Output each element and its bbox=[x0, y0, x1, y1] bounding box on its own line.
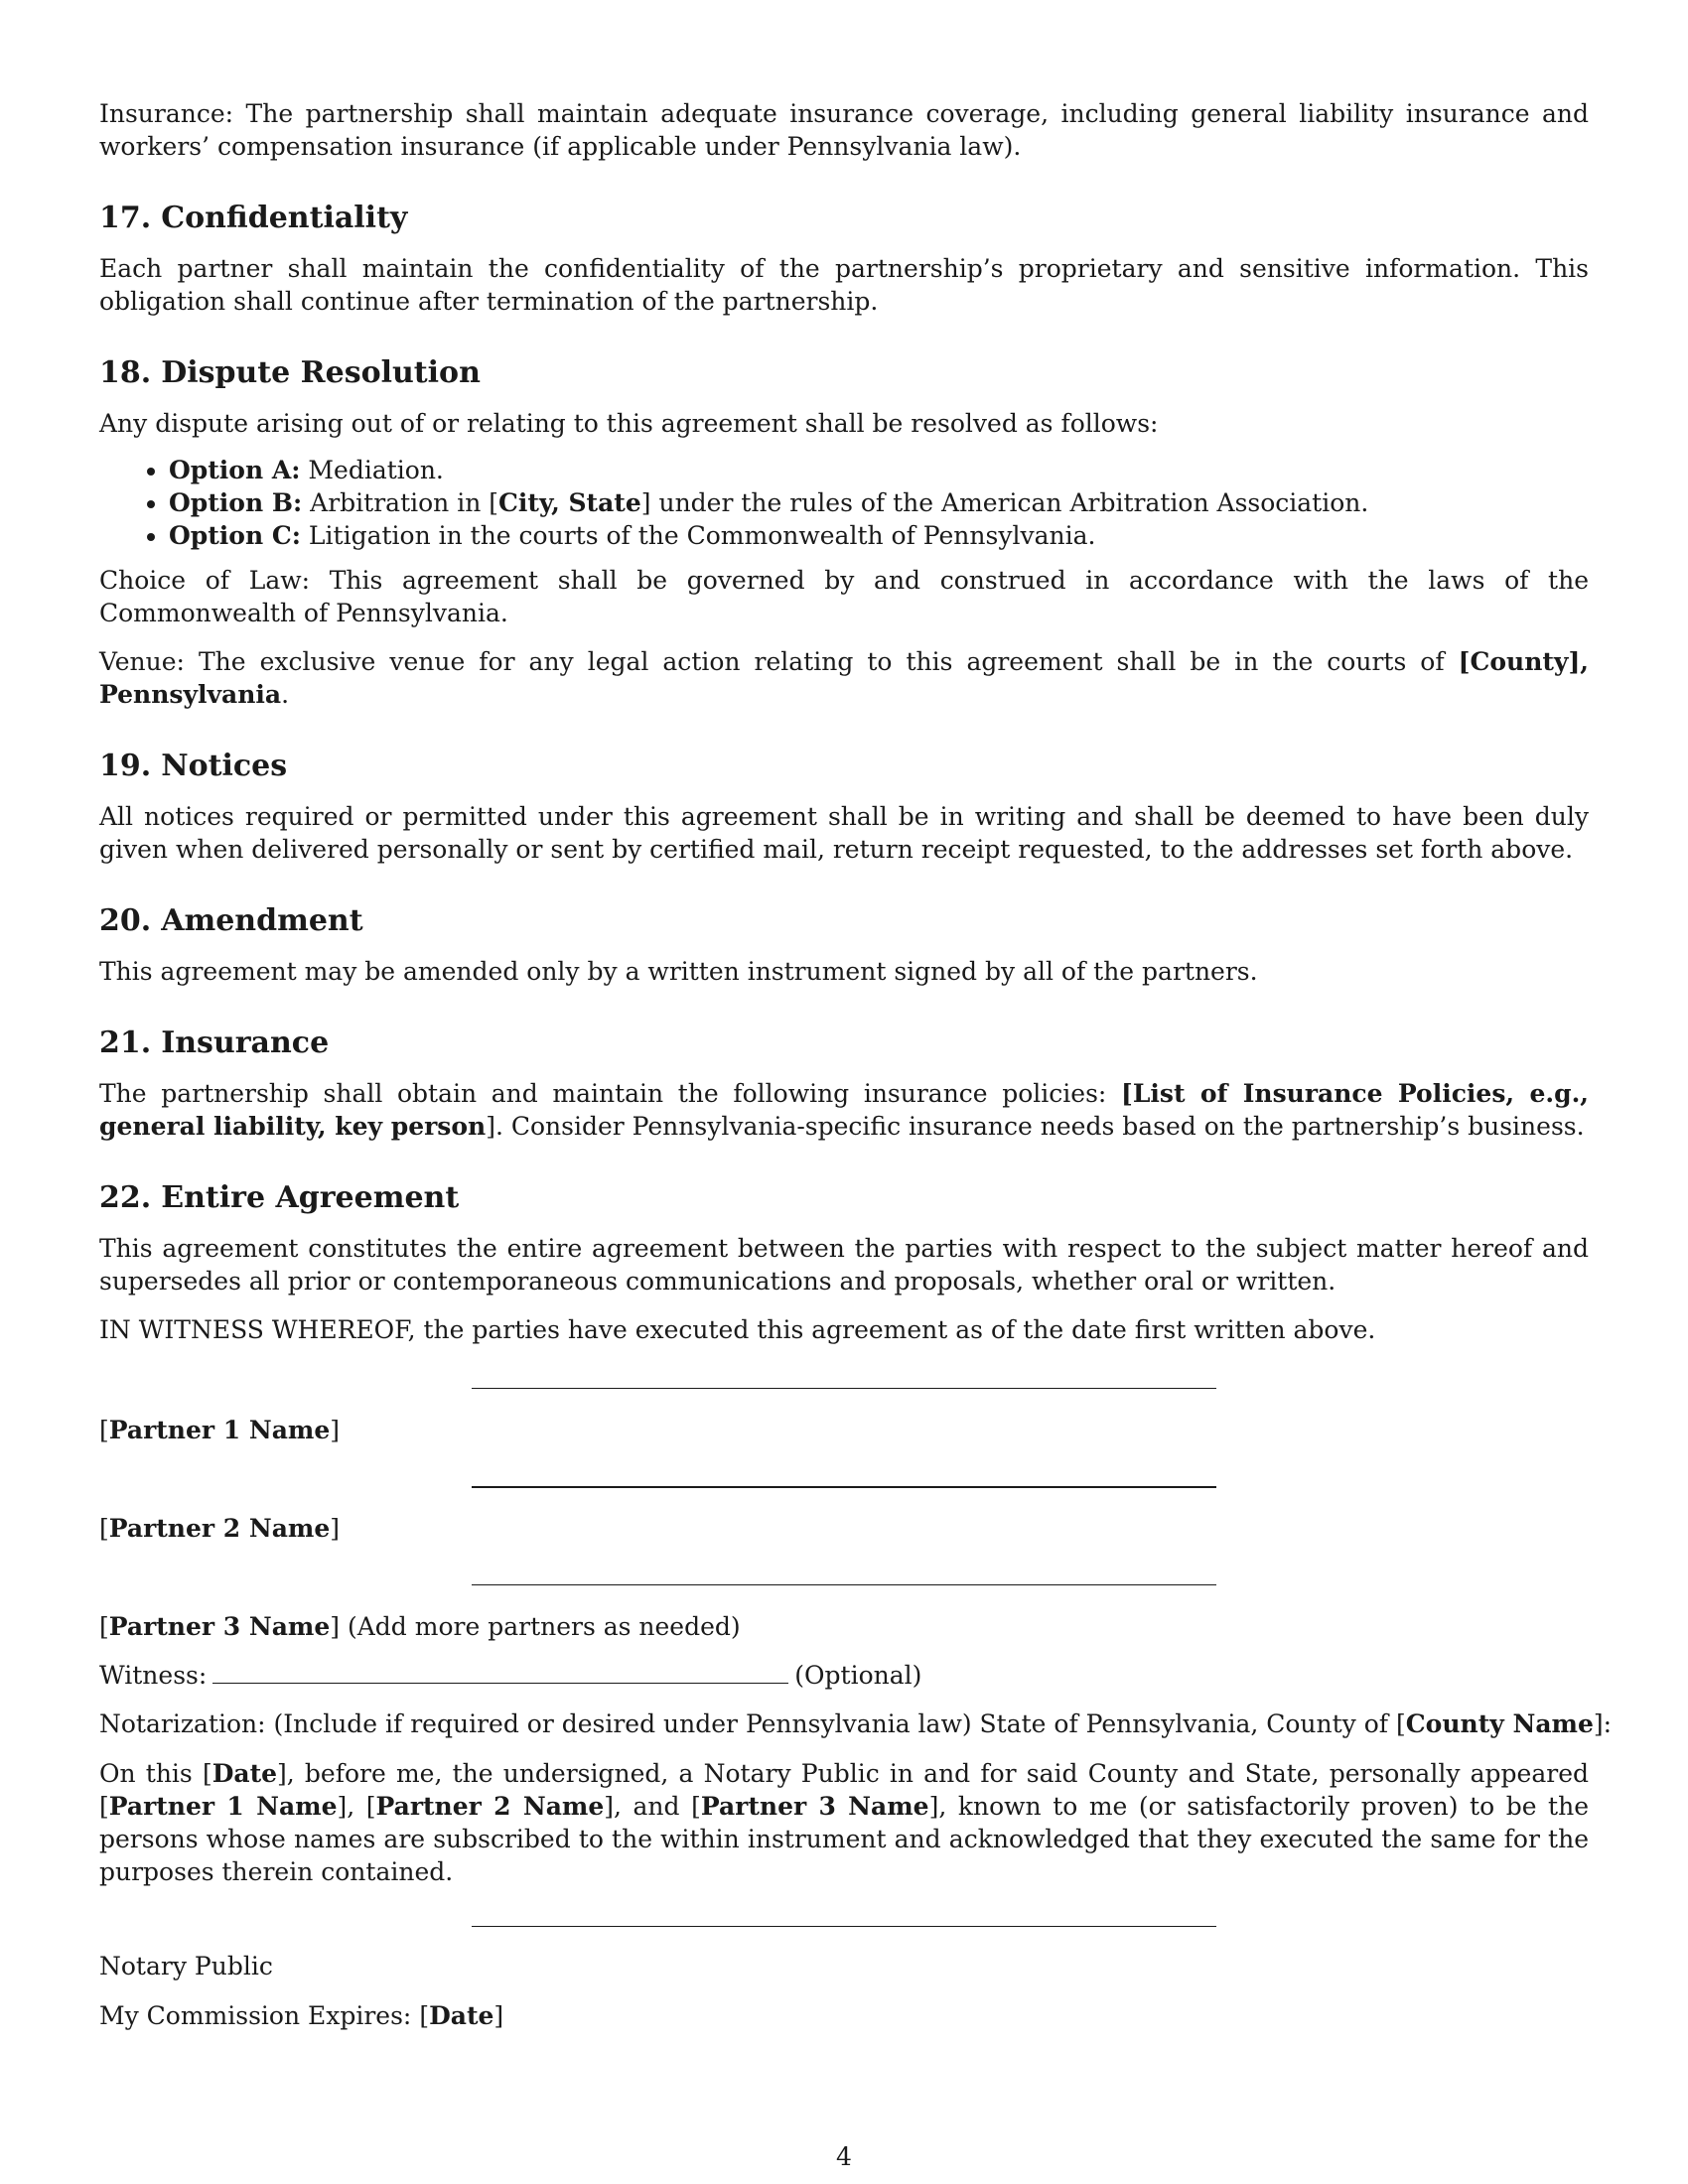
section-22-text: This agreement constitutes the entire agreement between the parties with respect to the subject matter hereof and supersedes all prior or contemporaneous communications and proposals, whether oral or written. bbox=[99, 1234, 1589, 1296]
section-18-intro: Any dispute arising out of or relating to this agreement shall be resolved as follows: bbox=[99, 409, 1159, 438]
section-17-heading: 17. Confidentiality bbox=[99, 201, 408, 235]
section-20-heading: 20. Amendment bbox=[99, 903, 363, 938]
section-22-heading: 22. Entire Agreement bbox=[99, 1180, 460, 1215]
partner-1-label: [Partner 1 Name] bbox=[99, 1416, 341, 1444]
partner-1-signature-line[interactable] bbox=[472, 1388, 1216, 1389]
commission-expires: My Commission Expires: [Date] bbox=[99, 2001, 504, 2030]
witness-row: Witness: (Optional) bbox=[99, 1661, 922, 1690]
notary-public-label: Notary Public bbox=[99, 1952, 273, 1980]
section-21-text: The partnership shall obtain and maintain the following insurance policies: [List of Insurance Policies, e.g., general liability, key person]. Consider Pennsylvania-specific insurance needs based on the partnership’s business. bbox=[99, 1079, 1590, 1141]
section-17-text: Each partner shall maintain the confidentiality of the partnership’s proprietary and sensitive information. This obligation shall continue after termination of the partnership. bbox=[99, 254, 1589, 316]
section-18-heading: 18. Dispute Resolution bbox=[99, 355, 481, 390]
partner-2-label: [Partner 2 Name] bbox=[99, 1514, 341, 1543]
section-19-heading: 19. Notices bbox=[99, 749, 288, 783]
notary-signature-line[interactable] bbox=[472, 1926, 1216, 1927]
signature-block bbox=[99, 0, 1613, 2184]
notary-acknowledgment: On this [Date], before me, the undersigned, a Notary Public in and for said County and State, personally appeared [Partner 1 Name], [Partner 2 Name], and [Partner 3 Name], known to me (or satisfactorily proven) to be the persons whose names are subscribed to the within instrument and acknowledged that they executed the same for the purposes therein contained. bbox=[99, 1759, 1589, 1886]
section-20-text: This agreement may be amended only by a written instrument signed by all of the partners. bbox=[99, 957, 1258, 986]
list-item: • Option B: Arbitration in [City, State] under the rules of the American Arbitration Association. bbox=[169, 486, 1589, 519]
witness-clause: IN WITNESS WHEREOF, the parties have executed this agreement as of the date first written above. bbox=[99, 1315, 1376, 1344]
partner-3-label: [Partner 3 Name] (Add more partners as needed) bbox=[99, 1612, 741, 1641]
section-19-text: All notices required or permitted under this agreement shall be in writing and shall be deemed to have been duly given when delivered personally or sent by certified mail, return receipt requested, to the addresses set forth above. bbox=[99, 802, 1589, 864]
witness-signature-line[interactable] bbox=[212, 1661, 788, 1684]
insurance-paragraph: Insurance: The partnership shall maintain adequate insurance coverage, including general liability insurance and workers’ compensation insurance (if applicable under Pennsylvania law). bbox=[99, 99, 1589, 161]
page-number: 4 bbox=[836, 2142, 852, 2171]
partner-3-signature-line[interactable] bbox=[472, 1584, 1216, 1585]
partner-2-signature-line[interactable] bbox=[472, 1486, 1216, 1488]
notarization-intro: Notarization: (Include if required or desired under Pennsylvania law) State of Pennsylvania, County of [County Name]: bbox=[99, 1709, 1613, 1738]
choice-of-law-paragraph: Choice of Law: This agreement shall be governed by and construed in accordance with the laws of the Commonwealth of Pennsylvania. bbox=[99, 566, 1589, 627]
list-item: • Option C: Litigation in the courts of the Commonwealth of Pennsylvania. bbox=[169, 519, 1589, 552]
list-item: • Option A: Mediation. bbox=[169, 454, 1589, 486]
venue-paragraph: Venue: The exclusive venue for any legal action relating to this agreement shall be in the courts of [County], Pennsylvania. bbox=[99, 647, 1589, 709]
section-21-heading: 21. Insurance bbox=[99, 1025, 330, 1060]
